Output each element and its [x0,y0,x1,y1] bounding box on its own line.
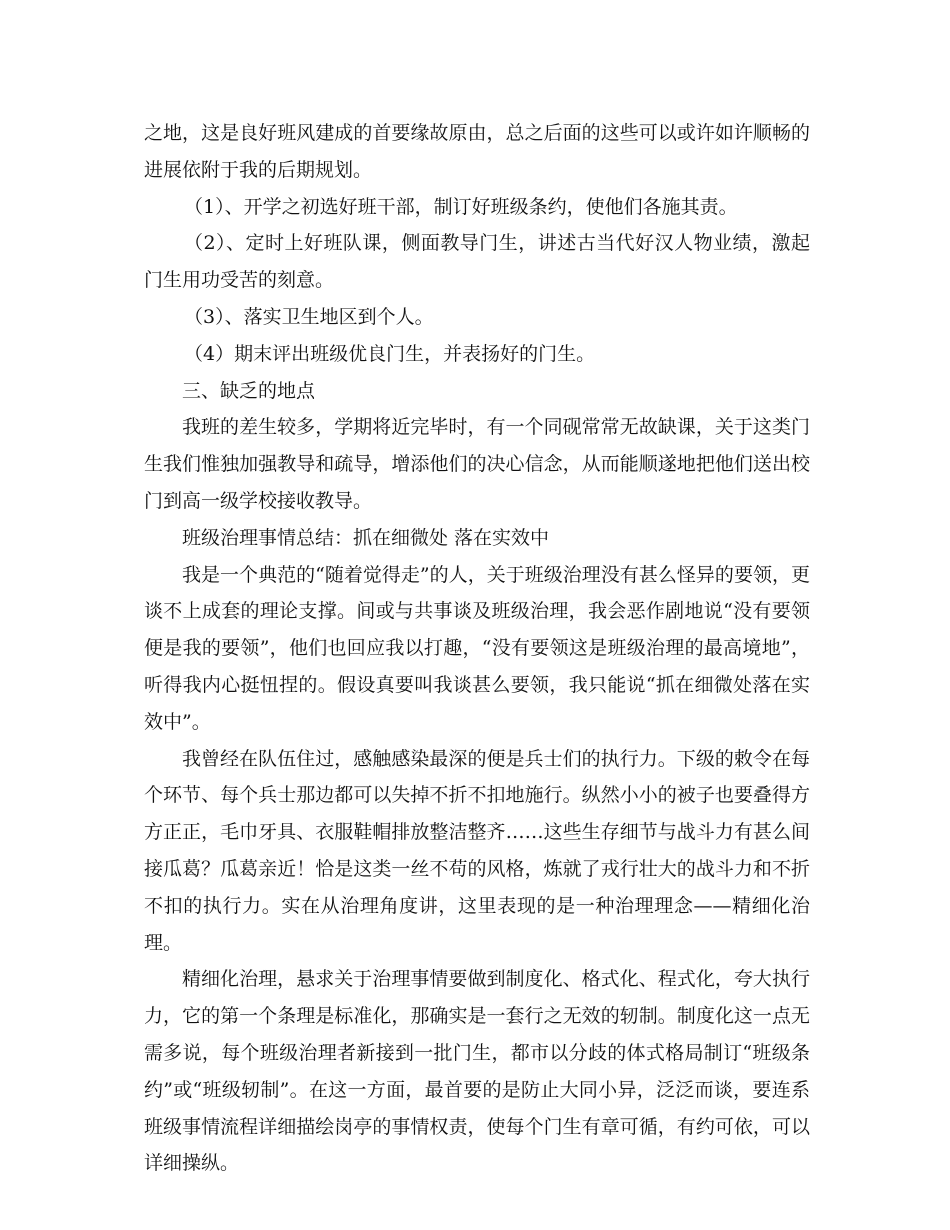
paragraph-continuation: 之地，这是良好班风建成的首要缘故原由，总之后面的这些可以或许如许顺畅的进展依附于我的后期规划。 [144,122,810,181]
article-title: 班级治理事情总结：抓在细微处 落在实效中 [182,526,550,549]
paragraph-refined-management: 精细化治理，悬求关于治理事情要做到制度化、格式化、程式化，夸大执行力，它的第一个条理是标准化，那确实是一套行之无效的轫制。制度化这一点无需多说，每个班级治理者新接到一批门生，都市以分歧的体式格局制订“班级条约”或“班级轫制”。在这一方面，最首要的是防止大同小异，泛泛而谈，要连系班级事情流程详细描绘岗亭的事情权责，使每个门生有章可循，有约可依，可以详细操纵。 [144,968,810,1175]
section-heading-shortcomings: 三、缺乏的地点 [182,379,316,402]
paragraph-intro: 我是一个典范的“随着觉得走”的人，关于班级治理没有甚么怪异的要领，更谈不上成套的理论支撑。间或与共事谈及班级治理，我会恶作剧地说“没有要领便是我的要领”，他们也回应我以打趣，“没有要领这是班级治理的最高境地”，听得我内心挺忸捏的。假设真要叫我谈甚么要领，我只能说“抓在细微处落在实效中”。 [144,563,810,733]
list-item-3: （3）、落实卫生地区到个人。 [184,305,434,328]
list-item-1: （1）、开学之初选好班干部，制订好班级条约，使他们各施其责。 [184,195,738,218]
paragraph-shortcomings: 我班的差生较多，学期将近完毕时，有一个同砚常常无故缺课，关于这类门生我们惟独加强教导和疏导，增添他们的决心信念，从而能顺遂地把他们送出校门到高一级学校接收教导。 [144,416,810,512]
list-item-2: （2）、定时上好班队课，侧面教导门生，讲述古当代好汉人物业绩，激起门生用功受苦的刻意。 [144,232,810,292]
document-body [144,115,810,1182]
list-item-4: （4）期末评出班级优良门生，并表扬好的门生。 [184,342,596,365]
paragraph-army: 我曾经在队伍住过，感触感染最深的便是兵士们的执行力。下级的敕令在每个环节、每个兵士那边都可以失掉不折不扣地施行。纵然小小的被子也要叠得方方正正，毛巾牙具、衣服鞋帽排放整洁整齐……这些生存细节与战斗力有甚么间接瓜葛？瓜葛亲近！恰是这类一丝不苟的风格，炼就了戎行壮大的战斗力和不折不扣的执行力。实在从治理角度讲，这里表现的是一种治理理念——精细化治理。 [144,747,810,954]
